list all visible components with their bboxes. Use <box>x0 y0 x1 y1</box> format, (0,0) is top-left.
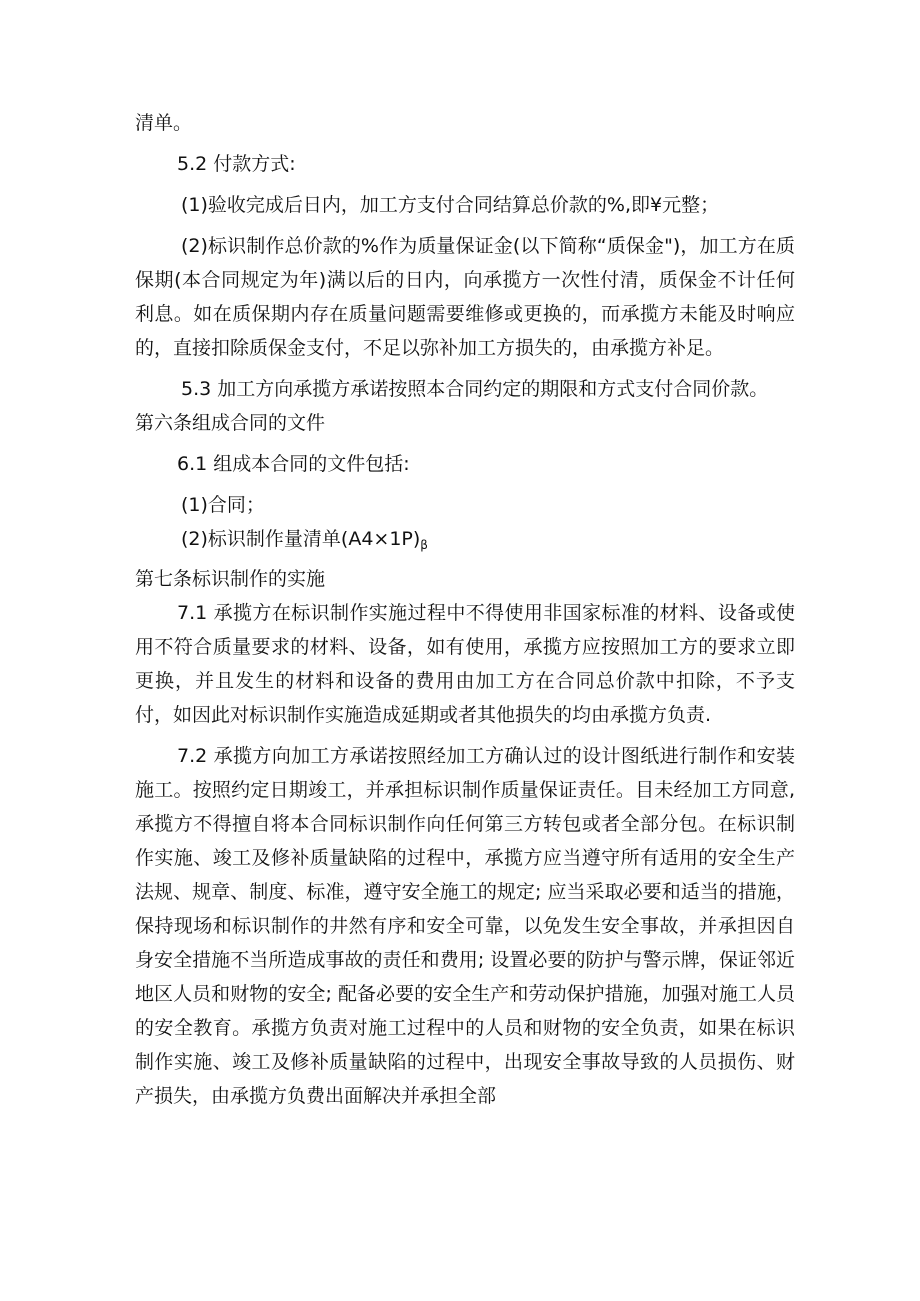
clause-6-1-item-2 <box>135 522 795 562</box>
clause-6-1-heading: 6.1 组成本合同的文件包括: <box>177 453 410 475</box>
clause-6-1-item-1: (1)合同； <box>181 494 265 516</box>
article-6-heading: 第六条组成合同的文件 <box>135 412 326 434</box>
clause-5-2-item-1: (1)验收完成后日内，加工方支付合同结算总价款的%,即¥元整； <box>181 194 720 216</box>
document-body <box>135 106 795 1113</box>
clause-5-2-item-2: (2)标识制作总价款的%作为质量保证金(以下简称“质保金")，加工方在质保期(本合同规定为年)满以后的日内，向承揽方一次性付清，质保金不计任何利息。如在质保期内存在质量问题需要维修或更换的，而承揽方未能及时响应的，直接扣除质保金支付，不足以弥补加工方损失的，由承揽方补足。 <box>135 235 795 359</box>
clause-6-1-item-2-suffix: β <box>420 538 428 552</box>
clause-7-1: 7.1 承揽方在标识制作实施过程中不得使用非国家标准的材料、设备或使用不符合质量要求的材料、设备，如有使用，承揽方应按照加工方的要求立即更换，并且发生的材料和设备的费用由加工方在合同总价款中扣除，不予支付，如因此对标识制作实施造成延期或者其他损失的均由承揽方负责. <box>135 602 795 726</box>
clause-6-1-item-2-text: (2)标识制作量清单(A4×1P) <box>181 528 421 550</box>
article-7-heading: 第七条标识制作的实施 <box>135 568 326 590</box>
clause-7-2: 7.2 承揽方向加工方承诺按照经加工方确认过的设计图纸进行制作和安装施工。按照约定日期竣工，并承担标识制作质量保证责任。目未经加工方同意,承揽方不得擅自将本合同标识制作向任何第三方转包或者全部分包。在标识制作实施、竣工及修补质量缺陷的过程中，承揽方应当遵守所有适用的安全生产法规、规章、制度、标准，遵守安全施工的规定; 应当采取必要和适当的措施，保持现场和标识制作的井然有序和安全可靠，以免发生安全事故，并承担因自身安全措施不当所造成事故的责任和费用; 设置必要的防护与警示牌，保证邻近地区人员和财物的安全; 配备必要的安全生产和劳动保护措施，加强对施工人员的安全教育。承揽方负责对施工过程中的人员和财物的安全负责，如果在标识制作实施、竣工及修补质量缺陷的过程中，出现安全事故导致的人员损伤、财产损失，由承揽方负费出面解决并承担全部 <box>135 745 795 1107</box>
paragraph-continuation: 清单。 <box>135 112 193 134</box>
clause-5-3: 5.3 加工方向承揽方承诺按照本合同约定的期限和方式支付合同价款。 <box>181 378 769 400</box>
clause-5-2-heading: 5.2 付款方式: <box>177 153 296 175</box>
